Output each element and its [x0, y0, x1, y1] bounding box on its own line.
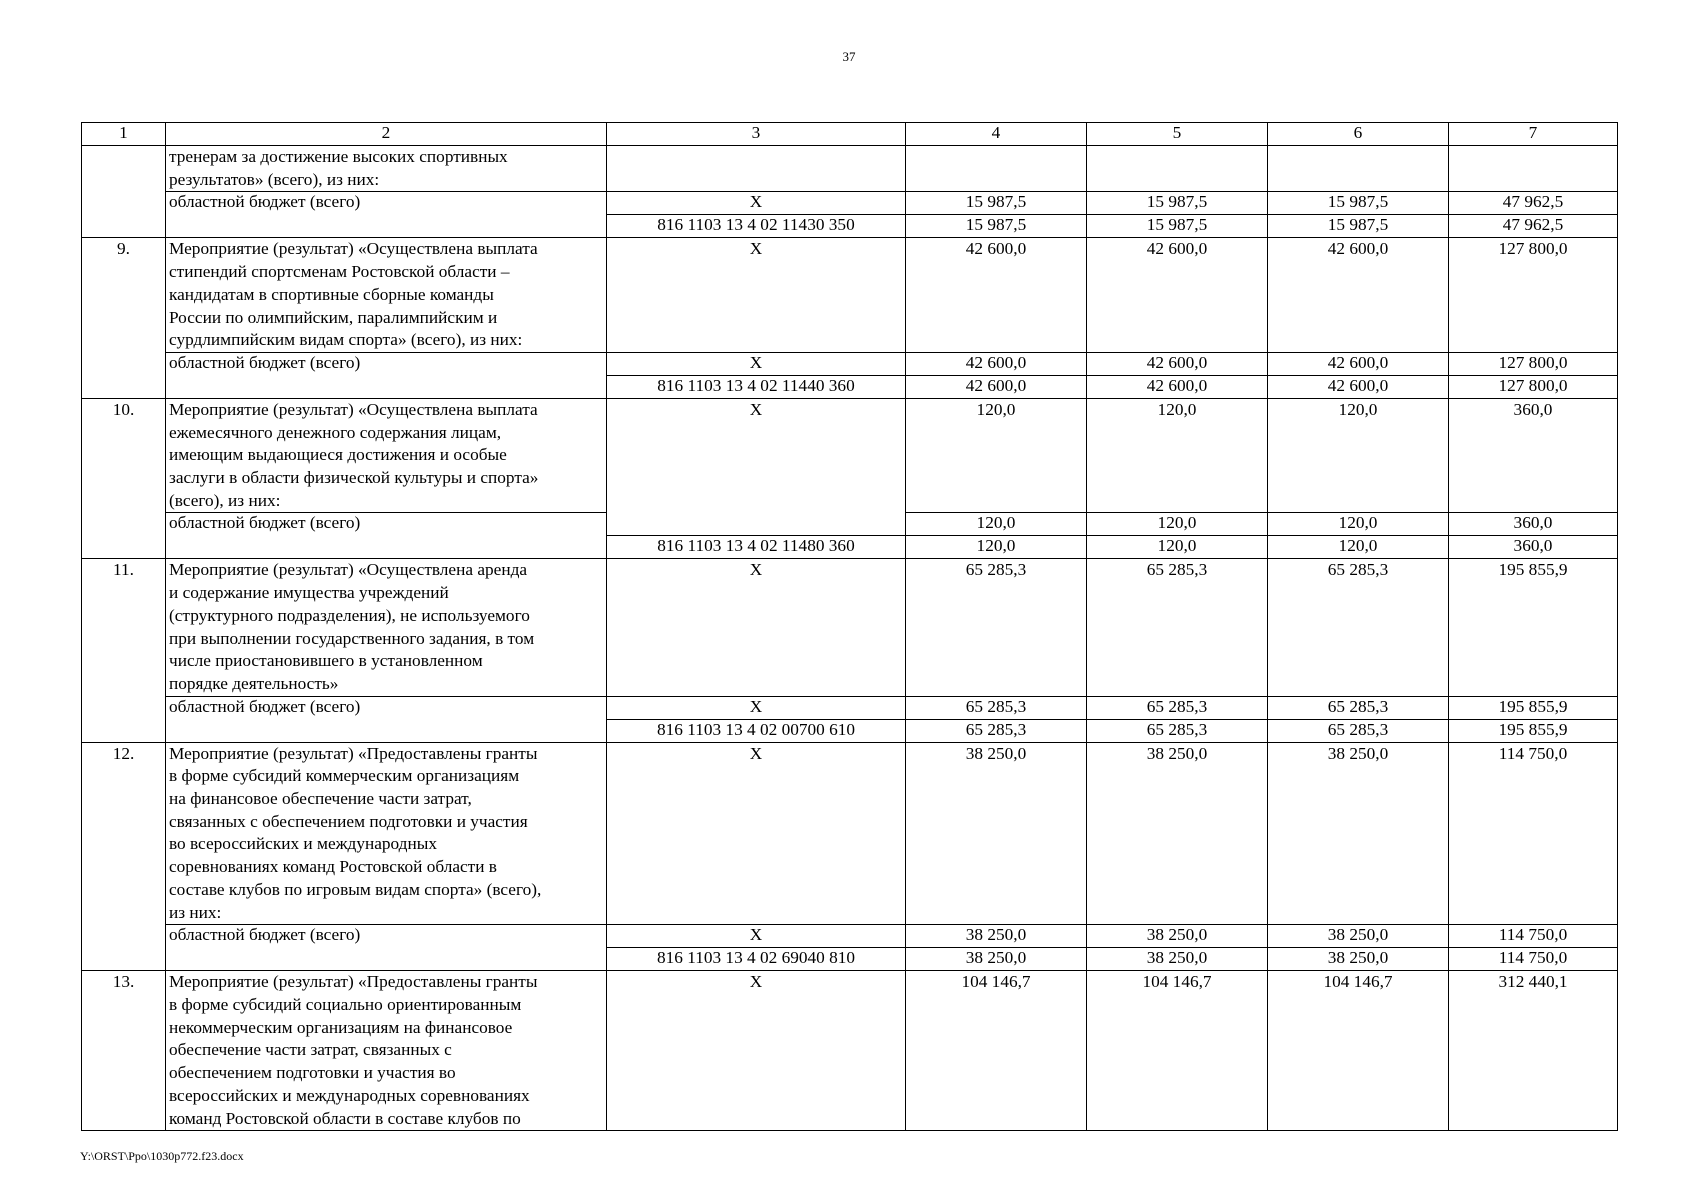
- amount-col6: 42 600,0: [1268, 352, 1449, 375]
- amount-col4: 120,0: [906, 398, 1087, 513]
- funding-source-label: областной бюджет (всего): [166, 696, 607, 742]
- amount-col7: 47 962,5: [1449, 192, 1618, 215]
- column-header: 6: [1268, 123, 1449, 146]
- amount-col5: 38 250,0: [1087, 948, 1268, 971]
- amount-col6: 120,0: [1268, 398, 1449, 513]
- amount-col7: 114 750,0: [1449, 742, 1618, 925]
- amount-col4: 120,0: [906, 536, 1087, 559]
- amount-col7: 114 750,0: [1449, 925, 1618, 948]
- funding-source-label: областной бюджет (всего): [166, 925, 607, 971]
- amount-col4: 65 285,3: [906, 696, 1087, 719]
- amount-col4: 15 987,5: [906, 215, 1087, 238]
- column-header: 5: [1087, 123, 1268, 146]
- amount-col4: 42 600,0: [906, 238, 1087, 353]
- table-row: [82, 238, 1618, 353]
- amount-col5: 104 146,7: [1087, 971, 1268, 1131]
- amount-col6: 42 600,0: [1268, 238, 1449, 353]
- table-row: [82, 398, 1618, 513]
- amount-col5: 15 987,5: [1087, 215, 1268, 238]
- row-number: 9.: [82, 238, 166, 399]
- column-header: 7: [1449, 123, 1618, 146]
- amount-col7: 195 855,9: [1449, 696, 1618, 719]
- budget-code: X: [607, 398, 906, 536]
- measure-description: Мероприятие (результат) «Предоставлены гранты в форме субсидий социально ориентированным некоммерческим организациям на финансовое обеспечение части затрат, связанных с обеспечением подготовки и участия во всероссийских и международных соревнованиях команд Ростовской области в составе клубов по: [166, 971, 607, 1131]
- amount-col4: 38 250,0: [906, 948, 1087, 971]
- amount-col4: 15 987,5: [906, 192, 1087, 215]
- amount-col4: 120,0: [906, 513, 1087, 536]
- table-row: [82, 925, 1618, 948]
- column-header: 4: [906, 123, 1087, 146]
- table-row: [82, 192, 1618, 215]
- row-number: 11.: [82, 559, 166, 742]
- budget-code: X: [607, 192, 906, 215]
- budget-table: [81, 122, 1618, 1131]
- amount-col5: 15 987,5: [1087, 192, 1268, 215]
- amount-col5: 42 600,0: [1087, 375, 1268, 398]
- amount-col5: 120,0: [1087, 398, 1268, 513]
- amount-col7: 127 800,0: [1449, 352, 1618, 375]
- amount-col4: 38 250,0: [906, 742, 1087, 925]
- measure-description: Мероприятие (результат) «Осуществлена аренда и содержание имущества учреждений (структурного подразделения), не используемого при выполнении государственного задания, в том числе приостановившего в установленном порядке деятельность»: [166, 559, 607, 696]
- row-number: 12.: [82, 742, 166, 971]
- amount-col7: 195 855,9: [1449, 559, 1618, 696]
- amount-col7: 127 800,0: [1449, 375, 1618, 398]
- amount-col6: 65 285,3: [1268, 559, 1449, 696]
- measure-description: Мероприятие (результат) «Осуществлена выплата стипендий спортсменам Ростовской области – кандидатам в спортивные сборные команды России по олимпийским, паралимпийским и сурдлимпийским видам спорта» (всего), из них:: [166, 238, 607, 353]
- amount-col7: 360,0: [1449, 536, 1618, 559]
- amount-col4: 42 600,0: [906, 375, 1087, 398]
- amount-col6: 15 987,5: [1268, 215, 1449, 238]
- budget-code: 816 1103 13 4 02 00700 610: [607, 719, 906, 742]
- budget-code: X: [607, 238, 906, 353]
- budget-code: [607, 146, 906, 192]
- table-row: [82, 559, 1618, 696]
- amount-col5: 38 250,0: [1087, 742, 1268, 925]
- column-header: 3: [607, 123, 906, 146]
- page-number: 37: [842, 49, 856, 64]
- amount-col4: 104 146,7: [906, 971, 1087, 1131]
- amount-col7: 114 750,0: [1449, 948, 1618, 971]
- amount-col6: 38 250,0: [1268, 925, 1449, 948]
- amount-col6: 42 600,0: [1268, 375, 1449, 398]
- amount-col6: 38 250,0: [1268, 948, 1449, 971]
- amount-col5: 65 285,3: [1087, 719, 1268, 742]
- amount-col6: [1268, 146, 1449, 192]
- measure-description: тренерам за достижение высоких спортивных результатов» (всего), из них:: [166, 146, 607, 192]
- amount-col7: 360,0: [1449, 513, 1618, 536]
- budget-code: X: [607, 925, 906, 948]
- amount-col6: 65 285,3: [1268, 696, 1449, 719]
- amount-col7: 360,0: [1449, 398, 1618, 513]
- document-file-path: Y:\ORST\Ppo\1030p772.f23.docx: [80, 1149, 244, 1163]
- amount-col5: 65 285,3: [1087, 559, 1268, 696]
- budget-code: 816 1103 13 4 02 11430 350: [607, 215, 906, 238]
- column-header: 2: [166, 123, 607, 146]
- table-row: [82, 971, 1618, 1131]
- amount-col7: 312 440,1: [1449, 971, 1618, 1131]
- funding-source-label: областной бюджет (всего): [166, 352, 607, 398]
- funding-source-label: областной бюджет (всего): [166, 192, 607, 238]
- amount-col4: 65 285,3: [906, 559, 1087, 696]
- budget-code: X: [607, 971, 906, 1131]
- budget-code: X: [607, 742, 906, 925]
- column-number-header: [82, 123, 1618, 146]
- amount-col7: [1449, 146, 1618, 192]
- row-number: [82, 146, 166, 238]
- amount-col5: 42 600,0: [1087, 352, 1268, 375]
- row-number: 10.: [82, 398, 166, 559]
- measure-description: Мероприятие (результат) «Осуществлена выплата ежемесячного денежного содержания лицам, имеющим выдающиеся достижения и особые заслуги в области физической культуры и спорта» (всего), из них:: [166, 398, 607, 513]
- budget-code: 816 1103 13 4 02 11480 360: [607, 536, 906, 559]
- amount-col6: 15 987,5: [1268, 192, 1449, 215]
- amount-col5: 120,0: [1087, 536, 1268, 559]
- amount-col5: 42 600,0: [1087, 238, 1268, 353]
- amount-col5: [1087, 146, 1268, 192]
- amount-col7: 127 800,0: [1449, 238, 1618, 353]
- amount-col4: 65 285,3: [906, 719, 1087, 742]
- budget-code: X: [607, 696, 906, 719]
- measure-description: Мероприятие (результат) «Предоставлены гранты в форме субсидий коммерческим организациям на финансовое обеспечение части затрат, связанных с обеспечением подготовки и участия во всероссийских и международных соревнованиях команд Ростовской области в составе клубов по игровым видам спорта» (всего), из них:: [166, 742, 607, 925]
- budget-code: X: [607, 559, 906, 696]
- amount-col5: 38 250,0: [1087, 925, 1268, 948]
- budget-code: 816 1103 13 4 02 69040 810: [607, 948, 906, 971]
- amount-col4: 38 250,0: [906, 925, 1087, 948]
- table-row: [82, 146, 1618, 192]
- funding-source-label: областной бюджет (всего): [166, 513, 607, 559]
- amount-col6: 120,0: [1268, 513, 1449, 536]
- amount-col4: [906, 146, 1087, 192]
- amount-col6: 120,0: [1268, 536, 1449, 559]
- amount-col6: 104 146,7: [1268, 971, 1449, 1131]
- budget-code: X: [607, 352, 906, 375]
- amount-col5: 120,0: [1087, 513, 1268, 536]
- amount-col7: 47 962,5: [1449, 215, 1618, 238]
- table-row: [82, 696, 1618, 719]
- amount-col5: 65 285,3: [1087, 696, 1268, 719]
- amount-col7: 195 855,9: [1449, 719, 1618, 742]
- amount-col4: 42 600,0: [906, 352, 1087, 375]
- table-row: [82, 742, 1618, 925]
- amount-col6: 65 285,3: [1268, 719, 1449, 742]
- budget-code: 816 1103 13 4 02 11440 360: [607, 375, 906, 398]
- row-number: 13.: [82, 971, 166, 1131]
- column-header: 1: [82, 123, 166, 146]
- amount-col6: 38 250,0: [1268, 742, 1449, 925]
- table-row: [82, 352, 1618, 375]
